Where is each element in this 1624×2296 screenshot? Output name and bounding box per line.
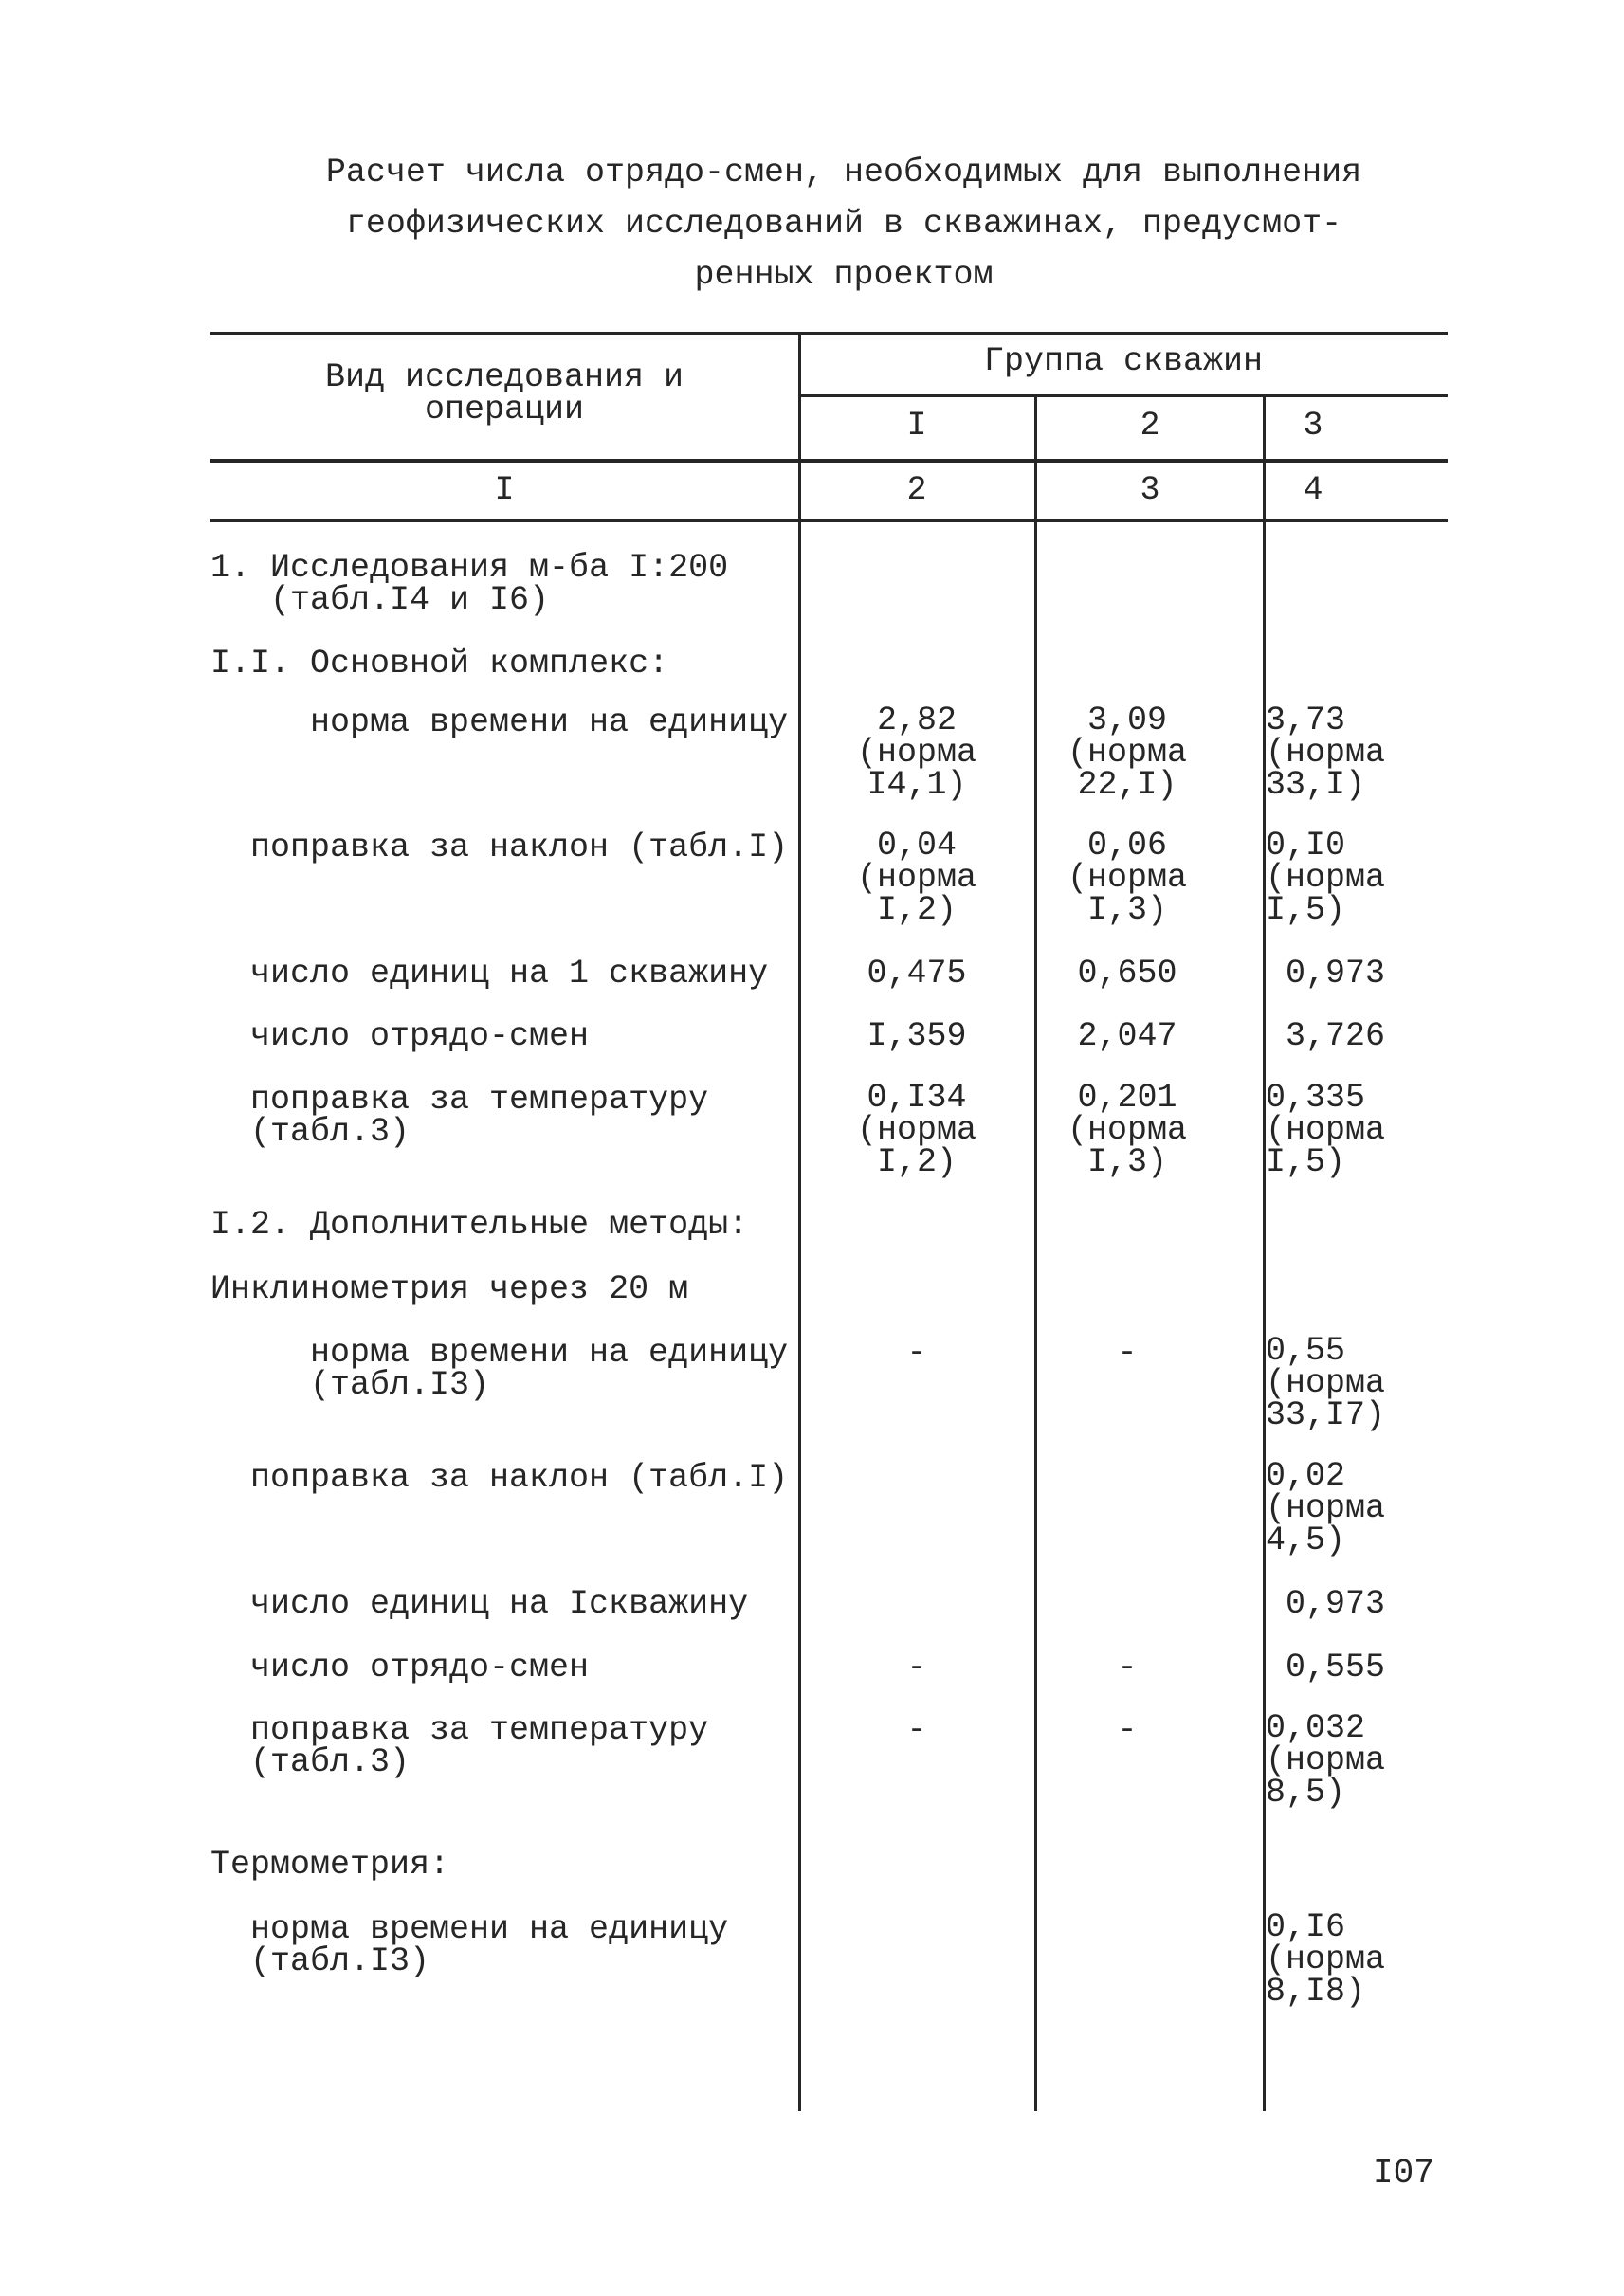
value-group-2: 2,047 [1077,1017,1177,1055]
row-label: поправка за наклон (табл.I) [250,829,789,866]
value-group-2: 0,06 (норма I,3) [1067,827,1188,929]
row-label: число отрядо-смен [250,1649,590,1686]
table-top-rule [210,332,1448,335]
value-group-2: 0,650 [1077,955,1177,993]
value-group-3: 0,02 (норма 4,5) [1266,1457,1386,1559]
title-line-1: Расчет числа отрядо-смен, необходимых для выполнения [325,154,1362,191]
row-label: I.2. Дополнительные методы: [210,1206,749,1244]
row-label: норма времени на единицу (табл.I3) [310,1334,789,1404]
column-number-4: 4 [1303,471,1323,509]
value-group-3: 0,973 [1286,1585,1386,1623]
row-label: число единиц на Iскважину [250,1585,749,1623]
value-group-1: I,359 [867,1017,967,1055]
value-group-1: 0,I34 (норма I,2) [856,1079,977,1181]
value-group-3: 0,55 (норма 33,I7) [1266,1332,1386,1434]
column-number-3: 3 [1140,471,1160,509]
column-divider-1 [798,332,801,2111]
column-number-2: 2 [906,471,927,509]
header-group-2: 2 [1140,407,1160,445]
value-group-2: 3,09 (норма 22,I) [1067,702,1188,804]
value-group-1: - [906,1334,927,1372]
value-group-1: 0,475 [867,955,967,993]
row-label: Инклинометрия через 20 м [210,1270,689,1308]
value-group-3: 0,I0 (норма I,5) [1266,827,1386,929]
value-group-3: 0,I6 (норма 8,I8) [1266,1908,1386,2011]
value-group-3: 0,973 [1286,955,1386,993]
group-header-rule [799,394,1448,397]
row-label: норма времени на единицу [310,703,789,741]
row-label: Термометрия: [210,1846,450,1884]
header-group-1: I [906,407,927,445]
row-label: 1. Исследования м-ба I:200 (табл.I4 и I6) [210,549,729,619]
column-number-1: I [494,471,515,509]
value-group-3: 3,73 (норма 33,I) [1266,702,1386,804]
row-label: поправка за наклон (табл.I) [250,1459,789,1497]
title-line-3: ренных проектом [694,256,994,294]
page-number: I07 [1373,2154,1434,2193]
value-group-3: 3,726 [1286,1017,1386,1055]
document-title [237,147,1451,301]
row-label: число единиц на 1 скважину [250,955,769,993]
column-divider-2 [1034,396,1037,2111]
row-label: поправка за температуру (табл.3) [250,1081,709,1151]
value-group-2: - [1117,1334,1138,1372]
header-well-group: Группа скважин [983,342,1264,380]
value-group-3: 0,335 (норма I,5) [1266,1079,1386,1181]
value-group-2: - [1117,1649,1138,1686]
value-group-1: - [906,1649,927,1686]
header-operation-type: Вид исследования и операции [324,358,684,428]
header-group-3: 3 [1303,407,1323,445]
value-group-2: - [1117,1711,1138,1749]
row-label: поправка за температуру (табл.3) [250,1711,709,1781]
value-group-1: - [906,1711,927,1749]
value-group-2: 0,201 (норма I,3) [1067,1079,1188,1181]
row-label: I.I. Основной комплекс: [210,645,669,683]
value-group-3: 0,032 (норма 8,5) [1266,1709,1386,1812]
row-label: норма времени на единицу (табл.I3) [250,1910,729,1980]
value-group-1: 2,82 (норма I4,1) [856,702,977,804]
column-divider-3 [1263,396,1266,2111]
title-line-2: геофизических исследований в скважинах, предусмот- [345,205,1342,243]
row-label: число отрядо-смен [250,1017,590,1055]
value-group-1: 0,04 (норма I,2) [856,827,977,929]
value-group-3: 0,555 [1286,1649,1386,1686]
